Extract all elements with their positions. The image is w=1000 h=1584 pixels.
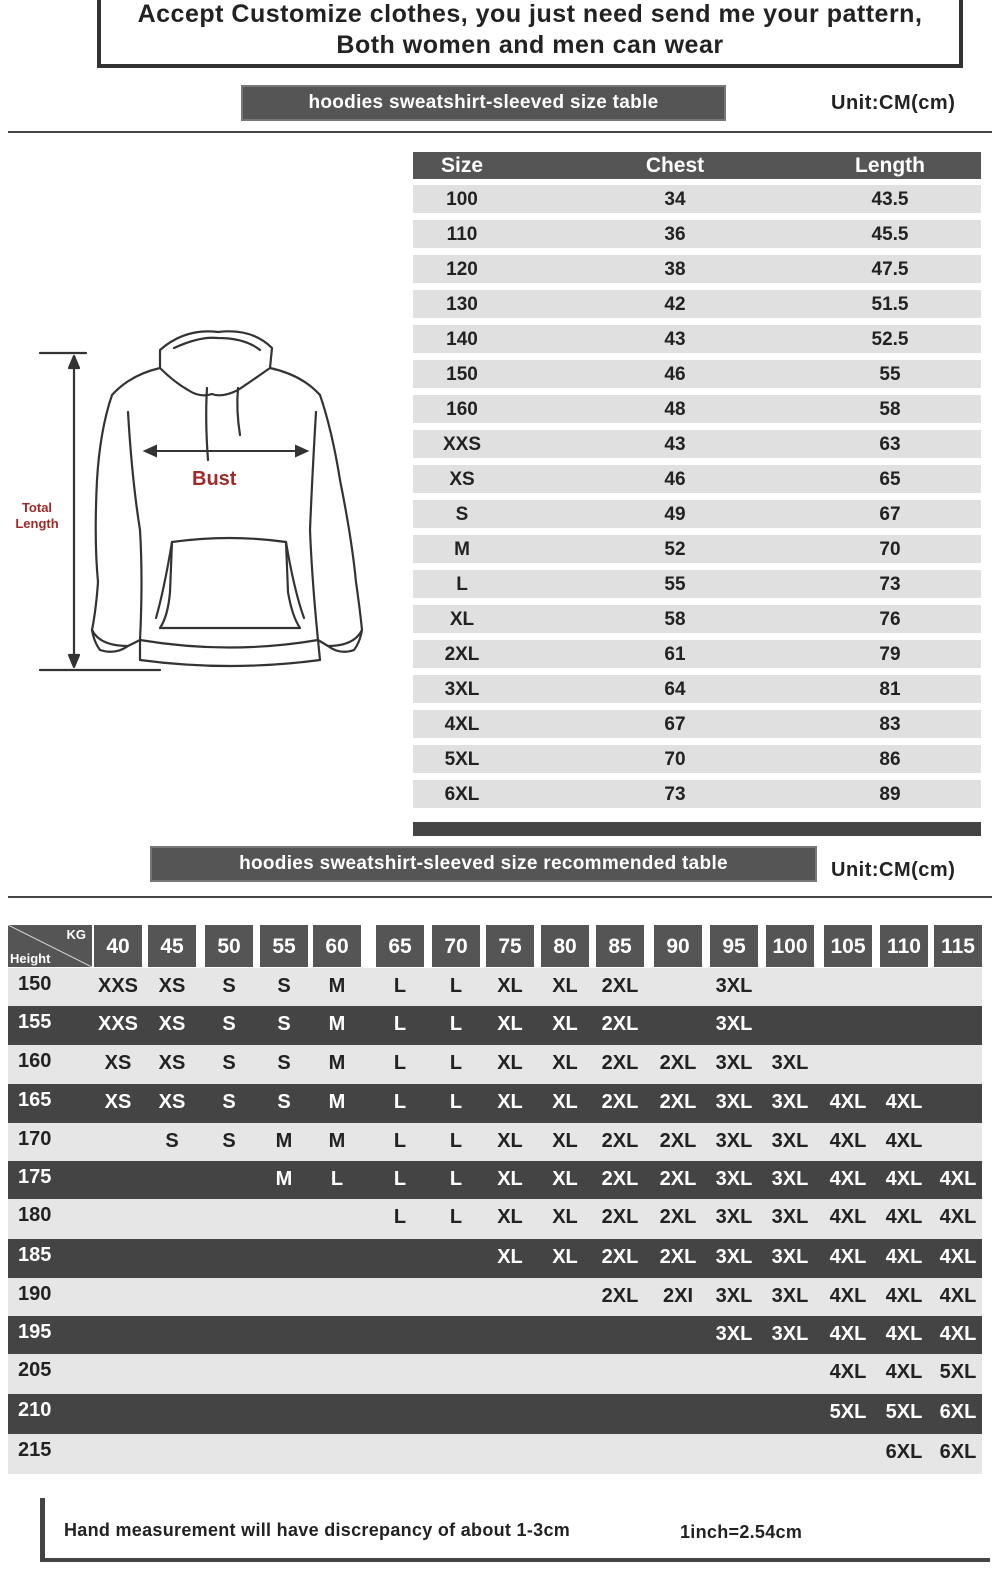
recommended-size-cell: L [449,1206,463,1228]
length-cell: 47.5 [871,259,909,280]
recommended-size-cell: 4XL [939,1285,977,1307]
size-row [413,220,981,248]
chest-cell: 43 [664,329,686,350]
weight-header-cell: 80 [541,925,589,967]
recommended-size-cell: XL [552,1246,578,1268]
weight-header-cell: 110 [880,925,928,967]
size-row [413,605,981,633]
recommended-size-cell: S [222,1052,236,1074]
size-cell: 160 [446,399,478,420]
recommended-size-cell: 3XL [771,1285,809,1307]
recommended-size-cell: L [393,1013,407,1035]
recommended-size-cell: S [222,1091,236,1113]
total-length-label [6,500,68,532]
recommended-size-cell: S [222,1130,236,1152]
recommended-row [8,1434,982,1474]
recommended-size-cell: L [449,1091,463,1113]
length-cell: 51.5 [871,294,909,315]
recommended-size-cell: XS [158,975,186,997]
size-cell: 140 [446,329,478,350]
recommended-size-cell: L [449,975,463,997]
recommended-size-cell: 4XL [829,1091,867,1113]
total-length-line-1: Total [21,500,53,515]
size-table-footer-bar [413,822,981,836]
size-cell: L [456,574,468,595]
recommended-size-cell: S [277,1013,291,1035]
size-cell: 2XL [444,644,480,665]
recommended-size-cell: 3XL [715,1168,753,1190]
recommended-size-cell: 2XL [601,975,639,997]
length-cell: 70 [879,539,901,560]
recommended-size-cell: XS [158,1013,186,1035]
recommended-size-cell: XL [497,1246,523,1268]
recommended-size-cell: S [277,1091,291,1113]
recommended-row [8,968,982,1006]
recommended-size-cell: 3XL [715,1130,753,1152]
size-cell: XS [449,469,475,490]
size-row [413,360,981,388]
chest-cell: 49 [664,504,686,525]
chest-cell: 55 [664,574,686,595]
recommended-size-cell: 4XL [885,1091,923,1113]
column-header-length: Length [855,154,925,177]
chest-cell: 48 [664,399,686,420]
size-row [413,500,981,528]
weight-header-cell: 85 [596,925,644,967]
length-cell: 86 [879,749,901,770]
recommended-row [8,1123,982,1161]
length-cell: 43.5 [871,189,909,210]
size-cell: M [454,539,470,560]
recommended-size-cell: M [328,1013,346,1035]
recommended-row [8,1354,982,1394]
recommended-row [8,1161,982,1199]
length-cell: 79 [879,644,901,665]
size-cell: XL [449,609,475,630]
size-row [413,465,981,493]
weight-header-cell: 60 [313,925,361,967]
size-row [413,185,981,213]
recommended-row [8,1394,982,1434]
recommended-size-cell: XS [158,1091,186,1113]
recommended-size-cell: L [393,1091,407,1113]
recommended-size-cell: 2XL [601,1168,639,1190]
recommended-size-cell: 4XL [885,1246,923,1268]
size-row [413,570,981,598]
size-cell: 150 [446,364,478,385]
recommended-size-cell: 2XL [659,1130,697,1152]
recommended-size-cell: XXS [97,975,139,997]
recommended-row [8,1084,982,1123]
size-table-body [413,185,981,815]
recommended-table-banner: hoodies sweatshirt-sleeved size recommended table [150,846,817,882]
chest-cell: 58 [664,609,686,630]
recommended-size-cell: 4XL [829,1361,867,1383]
recommended-size-cell: S [222,1013,236,1035]
length-cell: 52.5 [871,329,909,350]
recommended-size-cell: L [330,1168,344,1190]
recommended-size-cell: XL [552,1091,578,1113]
recommended-size-cell: L [449,1013,463,1035]
recommended-size-cell: 3XL [771,1168,809,1190]
size-table-unit: Unit:CM(cm) [831,92,956,114]
chest-cell: 67 [664,714,686,735]
recommended-size-cell: 5XL [885,1401,923,1423]
size-cell: 6XL [444,784,480,805]
recommended-size-cell: L [449,1052,463,1074]
recommended-size-cell: XL [497,1091,523,1113]
chest-cell: 52 [664,539,686,560]
size-row [413,395,981,423]
recommended-size-cell: XL [497,1052,523,1074]
recommended-size-cell: S [277,975,291,997]
recommended-size-cell: 2XL [659,1052,697,1074]
recommended-table-body [8,968,982,1474]
height-cell: 185 [18,1244,52,1266]
recommended-size-cell: 4XL [829,1168,867,1190]
recommended-size-cell: 4XL [829,1130,867,1152]
recommended-size-cell: 3XL [715,1052,753,1074]
chest-cell: 70 [664,749,686,770]
weight-header-cell: 50 [205,925,253,967]
length-cell: 89 [879,784,901,805]
recommended-row [8,1316,982,1354]
chest-cell: 46 [664,469,686,490]
recommended-size-cell: 2XL [659,1246,697,1268]
chest-cell: 64 [664,679,686,700]
size-cell: 4XL [444,714,480,735]
divider [8,896,992,898]
corner-kg-label: KG [66,927,86,942]
recommended-size-cell: XL [497,1013,523,1035]
recommended-size-cell: 4XL [885,1361,923,1383]
recommended-size-cell: 4XL [939,1323,977,1345]
footer-bracket [40,1498,45,1560]
recommended-size-cell: XL [497,975,523,997]
chest-cell: 46 [664,364,686,385]
recommended-size-cell: 2XL [659,1168,697,1190]
length-cell: 83 [879,714,901,735]
recommended-size-cell: 4XL [939,1206,977,1228]
recommended-size-cell: M [328,1091,346,1113]
size-cell: XXS [442,434,482,455]
weight-header-cell: 90 [654,925,702,967]
recommended-size-cell: 4XL [885,1206,923,1228]
recommended-size-cell: XL [497,1130,523,1152]
height-cell: 195 [18,1321,52,1343]
height-cell: 210 [18,1399,52,1421]
height-cell: 205 [18,1359,52,1381]
size-row [413,325,981,353]
footer-underline [40,1558,990,1562]
weight-header-cell: 100 [766,925,814,967]
chest-cell: 61 [664,644,686,665]
recommended-size-cell: 3XL [715,1323,753,1345]
recommended-size-cell: 4XL [829,1323,867,1345]
recommended-size-cell: 2XL [601,1246,639,1268]
recommended-size-cell: XL [552,1168,578,1190]
length-cell: 67 [879,504,901,525]
recommended-size-cell: 6XL [939,1441,977,1463]
recommended-size-cell: 6XL [939,1401,977,1423]
weight-header-cell: 75 [486,925,534,967]
recommended-size-cell: 6XL [885,1441,923,1463]
length-cell: 73 [879,574,901,595]
weight-header-cell: 65 [376,925,424,967]
recommended-size-cell: 4XL [939,1168,977,1190]
recommended-size-cell: XL [552,1130,578,1152]
size-cell: 3XL [444,679,480,700]
recommended-size-cell: M [328,975,346,997]
recommended-row [8,1045,982,1084]
recommended-size-cell: L [393,1130,407,1152]
recommended-row [8,1006,982,1045]
recommended-size-cell: 2XL [601,1091,639,1113]
size-cell: 100 [446,189,478,210]
recommended-size-cell: XS [104,1091,132,1113]
size-table-banner: hoodies sweatshirt-sleeved size table [241,85,726,121]
recommended-size-cell: L [449,1130,463,1152]
recommended-size-cell: 4XL [885,1130,923,1152]
recommended-size-cell: 2XI [662,1285,694,1307]
recommended-size-cell: 3XL [771,1206,809,1228]
size-cell: 130 [446,294,478,315]
size-table-header [413,152,981,179]
header-box [97,0,963,68]
height-cell: 170 [18,1128,52,1150]
chest-cell: 34 [664,189,686,210]
weight-header-cell: 105 [824,925,872,967]
recommended-size-cell: 2XL [601,1013,639,1035]
recommended-size-cell: 3XL [771,1130,809,1152]
recommended-size-cell: L [393,1052,407,1074]
size-row [413,430,981,458]
recommended-size-cell: 2XL [601,1130,639,1152]
corner-cell [8,925,92,967]
size-cell: 110 [446,224,478,245]
recommended-size-cell: M [328,1052,346,1074]
recommended-size-cell: M [275,1168,293,1190]
recommended-size-cell: 2XL [659,1091,697,1113]
size-row [413,535,981,563]
size-cell: 120 [446,259,478,280]
recommended-size-cell: 4XL [829,1246,867,1268]
height-cell: 150 [18,973,52,995]
recommended-size-cell: L [449,1168,463,1190]
recommended-size-cell: 3XL [715,1091,753,1113]
footer-inch-conversion: 1inch=2.54cm [680,1522,803,1542]
recommended-size-cell: 5XL [939,1361,977,1383]
size-row [413,255,981,283]
height-cell: 155 [18,1011,52,1033]
weight-header-cell: 55 [260,925,308,967]
recommended-size-cell: L [393,1206,407,1228]
recommended-size-cell: S [165,1130,179,1152]
recommended-size-cell: 3XL [715,1246,753,1268]
recommended-size-cell: 3XL [715,1013,753,1035]
height-cell: 160 [18,1050,52,1072]
recommended-size-cell: L [393,975,407,997]
chest-cell: 42 [664,294,686,315]
length-cell: 45.5 [871,224,909,245]
length-cell: 58 [879,399,901,420]
chest-cell: 38 [664,259,686,280]
weight-header-cell: 115 [934,925,982,967]
corner-height-label: Height [10,951,51,966]
size-row [413,745,981,773]
weight-header-cell: 40 [94,925,142,967]
bust-label: Bust [192,468,237,490]
recommended-size-cell: 3XL [715,975,753,997]
recommended-size-cell: 2XL [601,1285,639,1307]
length-cell: 63 [879,434,901,455]
recommended-size-cell: L [393,1168,407,1190]
height-cell: 175 [18,1166,52,1188]
recommended-size-cell: XL [552,1052,578,1074]
size-row [413,290,981,318]
recommended-size-cell: 3XL [771,1323,809,1345]
recommended-size-cell: 4XL [829,1285,867,1307]
recommended-size-cell: XL [552,1013,578,1035]
column-header-size: Size [440,154,484,177]
column-header-chest: Chest [645,154,705,177]
recommended-size-cell: 4XL [885,1285,923,1307]
recommended-size-cell: S [222,975,236,997]
size-row [413,675,981,703]
recommended-size-cell: XL [552,1206,578,1228]
recommended-size-cell: 2XL [601,1206,639,1228]
recommended-size-cell: M [328,1130,346,1152]
length-cell: 76 [879,609,901,630]
recommended-size-cell: 4XL [829,1206,867,1228]
size-row [413,780,981,808]
footer-note: Hand measurement will have discrepancy of about 1-3cm [64,1520,571,1540]
recommended-size-cell: 3XL [771,1052,809,1074]
size-row [413,640,981,668]
recommended-size-cell: 5XL [829,1401,867,1423]
header-line-2: Both women and men can wear [336,31,724,59]
recommended-size-cell: XS [158,1052,186,1074]
height-cell: 190 [18,1283,52,1305]
recommended-table-unit: Unit:CM(cm) [831,859,956,881]
chest-cell: 36 [664,224,686,245]
recommended-size-cell: 4XL [885,1323,923,1345]
height-cell: 180 [18,1204,52,1226]
recommended-size-cell: 2XL [601,1052,639,1074]
length-cell: 81 [879,679,901,700]
recommended-size-cell: XL [497,1168,523,1190]
size-cell: S [455,504,469,525]
divider [8,131,992,133]
recommended-size-cell: S [277,1052,291,1074]
recommended-row [8,1199,982,1239]
recommended-size-cell: 4XL [939,1246,977,1268]
recommended-size-cell: 2XL [659,1206,697,1228]
chest-cell: 43 [664,434,686,455]
weight-header-cell: 70 [432,925,480,967]
height-cell: 165 [18,1089,52,1111]
recommended-table-header [8,925,982,967]
recommended-row [8,1239,982,1278]
header-line-1: Accept Customize clothes, you just need send me your pattern, [137,0,923,28]
size-cell: 5XL [444,749,480,770]
recommended-size-cell: XL [552,975,578,997]
size-row [413,710,981,738]
weight-header-cell: 45 [148,925,196,967]
length-cell: 65 [879,469,901,490]
recommended-size-cell: 3XL [715,1206,753,1228]
recommended-size-cell: M [275,1130,293,1152]
recommended-size-cell: XXS [97,1013,139,1035]
height-cell: 215 [18,1439,52,1461]
length-cell: 55 [879,364,901,385]
recommended-size-cell: XS [104,1052,132,1074]
recommended-size-cell: 3XL [715,1285,753,1307]
recommended-size-cell: 3XL [771,1246,809,1268]
recommended-row [8,1278,982,1316]
recommended-size-cell: 3XL [771,1091,809,1113]
recommended-size-cell: 4XL [885,1168,923,1190]
recommended-size-cell: XL [497,1206,523,1228]
total-length-line-2: Length [15,516,59,531]
chest-cell: 73 [664,784,686,805]
weight-header-cell: 95 [710,925,758,967]
